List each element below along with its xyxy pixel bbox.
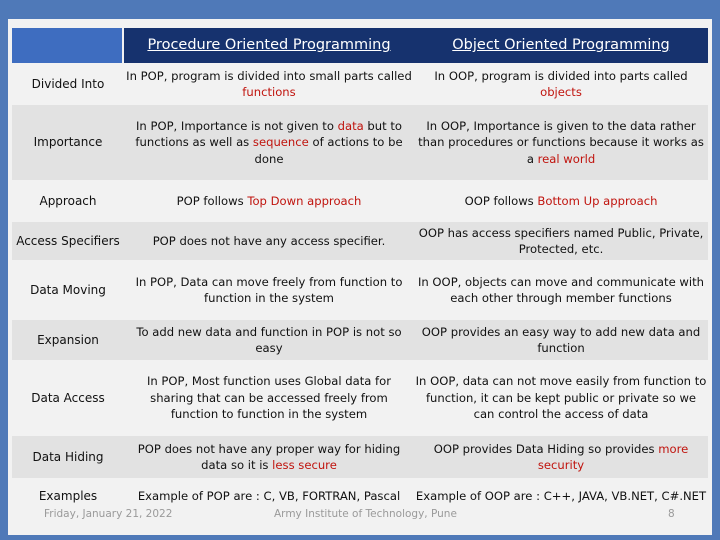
highlight-text: objects	[540, 85, 582, 99]
pop-cell	[126, 222, 412, 260]
pop-cell	[126, 262, 412, 318]
cell-text: POP does not have any access specifier.	[152, 233, 386, 248]
highlight-text: sequence	[252, 135, 309, 150]
oop-cell	[415, 105, 707, 180]
oop-cell	[415, 362, 707, 434]
table-row	[12, 436, 708, 478]
pop-cell	[126, 105, 412, 180]
pop-cell	[126, 320, 412, 360]
footer-institute: Army Institute of Technology, Pune	[274, 508, 457, 520]
cell-text: In OOP, program is divided into parts called objects	[434, 68, 688, 99]
highlight-text: Bottom Up approach	[537, 193, 658, 208]
cell-text: Example of POP are : C, VB, FORTRAN, Pascal	[137, 488, 401, 503]
cell-text: In POP, Most function uses Global data for sharing that can be accessed freely from function to function in the system	[146, 374, 391, 422]
row-label: Access Specifiers	[16, 233, 120, 248]
cell-text: In POP, program is divided into small parts called functions	[126, 68, 412, 99]
highlight-text: functions	[242, 85, 296, 99]
highlight-text: less secure	[272, 458, 337, 472]
cell-text: OOP provides Data Hiding so provides more security	[433, 441, 689, 472]
row-label: Expansion	[37, 332, 99, 347]
header-pop-title: Procedure Oriented Programming	[147, 37, 391, 53]
table-row	[12, 105, 708, 180]
cell-text: In OOP, Importance is given to the data rather than procedures or functions because it works as a real world	[418, 118, 704, 166]
highlight-text: Top Down approach	[247, 193, 362, 208]
cell-text: POP follows Top Down approach	[176, 193, 362, 208]
oop-cell	[415, 262, 707, 318]
table-row	[12, 320, 708, 360]
row-label: Data Moving	[30, 282, 106, 297]
footer-page-number: 8	[668, 508, 675, 520]
highlight-text: data	[337, 118, 364, 133]
header-oop-title: Object Oriented Programming	[452, 37, 670, 53]
table-row	[12, 222, 708, 260]
highlight-text: real world	[537, 151, 596, 166]
footer-date: Friday, January 21, 2022	[44, 508, 173, 520]
cell-text: In POP, Data can move freely from function to function in the system	[135, 274, 403, 305]
row-label: Divided Into	[31, 76, 105, 91]
table-row	[12, 362, 708, 434]
oop-cell	[415, 436, 707, 478]
table-row	[12, 182, 708, 220]
oop-cell	[415, 222, 707, 260]
cell-text: In OOP, objects can move and communicate with each other through member functions	[417, 274, 704, 305]
row-label: Data Access	[31, 390, 105, 405]
pop-cell	[126, 182, 412, 220]
cell-text: In POP, Importance is not given to data but to functions as well as sequence of actions to be done	[135, 118, 403, 166]
cell-text: OOP has access specifiers named Public, Private, Protected, etc.	[418, 225, 704, 256]
oop-cell	[415, 182, 707, 220]
cell-text: Example of OOP are : C++, JAVA, VB.NET, C#.NET	[415, 488, 707, 503]
pop-cell	[126, 362, 412, 434]
cell-text: POP does not have any proper way for hiding data so it is less secure	[137, 441, 401, 472]
cell-text: OOP follows Bottom Up approach	[464, 193, 658, 208]
row-label: Approach	[39, 193, 97, 208]
table-row	[12, 65, 708, 103]
oop-cell	[415, 65, 707, 103]
row-label: Importance	[33, 135, 103, 150]
pop-cell	[126, 65, 412, 103]
highlight-text: more security	[537, 441, 689, 472]
cell-text: To add new data and function in POP is not so easy	[136, 324, 402, 355]
oop-cell	[415, 320, 707, 360]
table-row	[12, 262, 708, 318]
header-corner-cell	[12, 28, 122, 63]
row-label: Data Hiding	[32, 449, 104, 464]
row-label: Examples	[38, 488, 98, 503]
oop-cell	[415, 480, 707, 512]
pop-cell	[126, 436, 412, 478]
cell-text: OOP provides an easy way to add new data and function	[421, 324, 701, 355]
cell-text: In OOP, data can not move easily from function to function, it can be kept public or private so we can control the access of data	[415, 374, 707, 422]
